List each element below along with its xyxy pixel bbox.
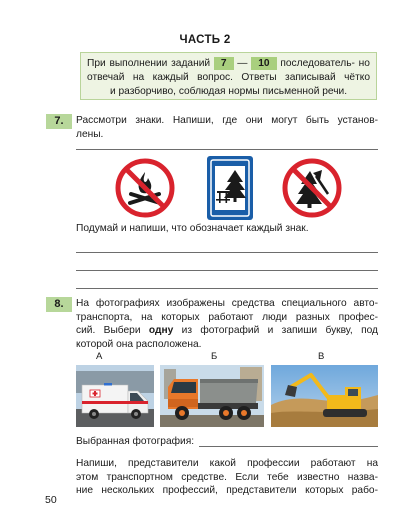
no-tree-cutting-sign-icon: [282, 158, 342, 218]
task-range-from: 7: [214, 57, 234, 70]
excavator-photo[interactable]: [271, 365, 378, 427]
task-8-question-line3: ние нескольких профессий, представители которых рабо-: [76, 485, 378, 496]
photo-label-v: В: [318, 351, 325, 362]
task-8-question-line2: этом транспортном средстве. Если тебе известно назва-: [76, 471, 378, 483]
task-8-question-line1: Напиши, представители какой профессии работают на: [76, 458, 378, 469]
instruction-line1: При выполнении заданий 7 — 10 последователь-: [87, 58, 355, 69]
instruction-line3: и разборчиво, соблюдая нормы письменной речи.: [109, 86, 348, 97]
part-title: ЧАСТЬ 2: [179, 34, 231, 46]
ambulance-photo[interactable]: [76, 365, 154, 427]
task-8-number: 8.: [46, 297, 72, 312]
instruction-line2: но отвечай на каждый вопрос. Ответы записывай чётко: [87, 58, 370, 83]
picnic-area-sign-icon: [207, 156, 253, 220]
page-number: 50: [45, 494, 57, 506]
task-8-text-line1: На фотографиях изображены средства специального авто-: [76, 298, 378, 309]
task-8-text-line2: транспорта, на которых работают люди разных профес-: [76, 311, 378, 323]
emphasis-one: одну: [148, 325, 174, 336]
photo-label-a: А: [96, 351, 103, 362]
answer-line[interactable]: [76, 270, 378, 271]
chosen-photo-label: Выбранная фотография:: [76, 436, 195, 447]
answer-line[interactable]: [76, 149, 378, 150]
task-7-text-line1: Рассмотри знаки. Напиши, где они могут быть установ-: [76, 115, 378, 126]
task-7-text-line2: лены.: [76, 128, 104, 140]
instruction-box: [80, 52, 377, 100]
chosen-photo-answer-line[interactable]: [199, 446, 378, 447]
task-8-text-line3: сий. Выбери одну из фотографий и запиши букву, под: [76, 325, 378, 336]
answer-line[interactable]: [76, 252, 378, 253]
task-7-number: 7.: [46, 114, 72, 129]
no-campfire-sign-icon: [115, 158, 175, 218]
task-range-to: 10: [251, 57, 276, 70]
answer-line[interactable]: [76, 288, 378, 289]
task-7-followup: Подумай и напиши, что обозначает каждый знак.: [76, 223, 309, 234]
photo-label-b: Б: [211, 351, 218, 362]
task-8-text-line4: которой она расположена.: [76, 338, 202, 350]
dump-truck-photo[interactable]: [160, 365, 264, 427]
